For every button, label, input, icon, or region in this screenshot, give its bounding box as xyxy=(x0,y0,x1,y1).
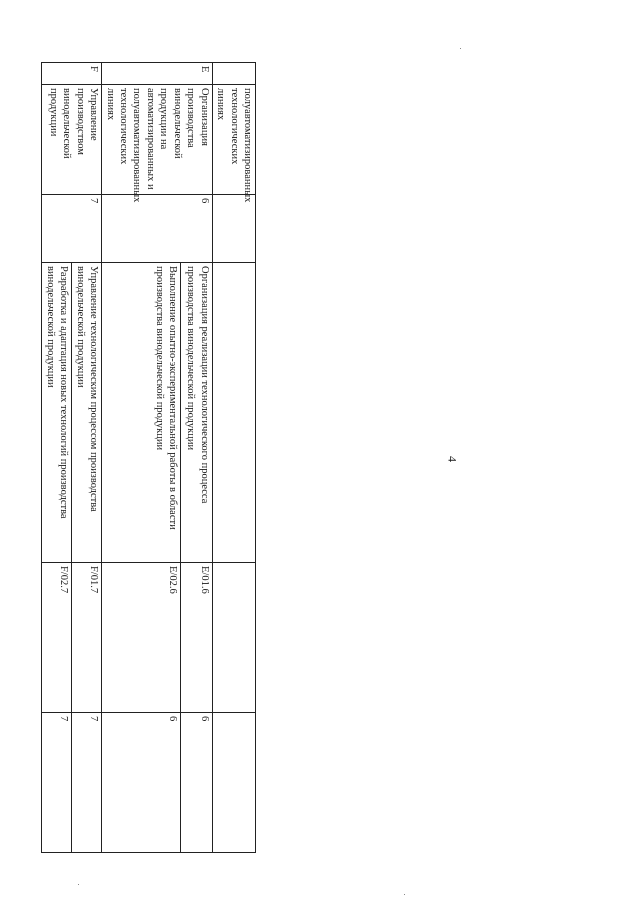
scan-speck xyxy=(78,884,79,885)
cell-group-name-f: Управление производством винодельческой продукции xyxy=(42,85,102,195)
cell-group-level-e: 6 xyxy=(102,195,213,263)
scan-speck xyxy=(404,894,405,895)
cell-name-continued: полуавтоматизированных технологических линиях xyxy=(212,85,255,195)
scan-speck xyxy=(460,48,461,49)
cell-function-code-f2: F/02.7 xyxy=(42,563,72,713)
cell-function-e1: Организация реализации технологического процесса производства винодельческой продукции xyxy=(181,263,212,563)
cell-function-level-e2: 6 xyxy=(102,713,181,853)
cell-group-code-f: F xyxy=(42,63,102,85)
table-row-f1 xyxy=(72,63,102,853)
rotated-table-container xyxy=(44,62,256,852)
table-row-continued xyxy=(212,63,255,853)
cell-sub-empty xyxy=(212,713,255,853)
cell-function-level-f2: 7 xyxy=(42,713,72,853)
cell-function-code-e1: E/01.6 xyxy=(181,563,212,713)
cell-group-name-e: Организация производства винодельческой продукции на автоматизированных и полуавтоматизированных технологических линиях xyxy=(102,85,213,195)
cell-function-f1: Управление технологическим процессом производства винодельческой продукции xyxy=(72,263,102,563)
cell-function-code-e2: E/02.6 xyxy=(102,563,181,713)
cell-group-level-f: 7 xyxy=(42,195,102,263)
competency-table xyxy=(41,62,256,853)
page-number: 4 xyxy=(445,456,460,462)
cell-group-code-e: E xyxy=(102,63,213,85)
cell-fcode-empty xyxy=(212,563,255,713)
cell-level-empty xyxy=(212,195,255,263)
cell-func-empty xyxy=(212,263,255,563)
cell-function-level-e1: 6 xyxy=(181,713,212,853)
table-row-e1 xyxy=(181,63,212,853)
rotated-table-inner xyxy=(44,62,256,852)
cell-function-e2: Выполнение опытно-экспериментальной работы в области производства винодельческой продукции xyxy=(102,263,181,563)
cell-function-code-f1: F/01.7 xyxy=(72,563,102,713)
cell-code-empty xyxy=(212,63,255,85)
cell-function-f2: Разработка и адаптация новых технологий производства винодельческой продукции xyxy=(42,263,72,563)
cell-function-level-f1: 7 xyxy=(72,713,102,853)
